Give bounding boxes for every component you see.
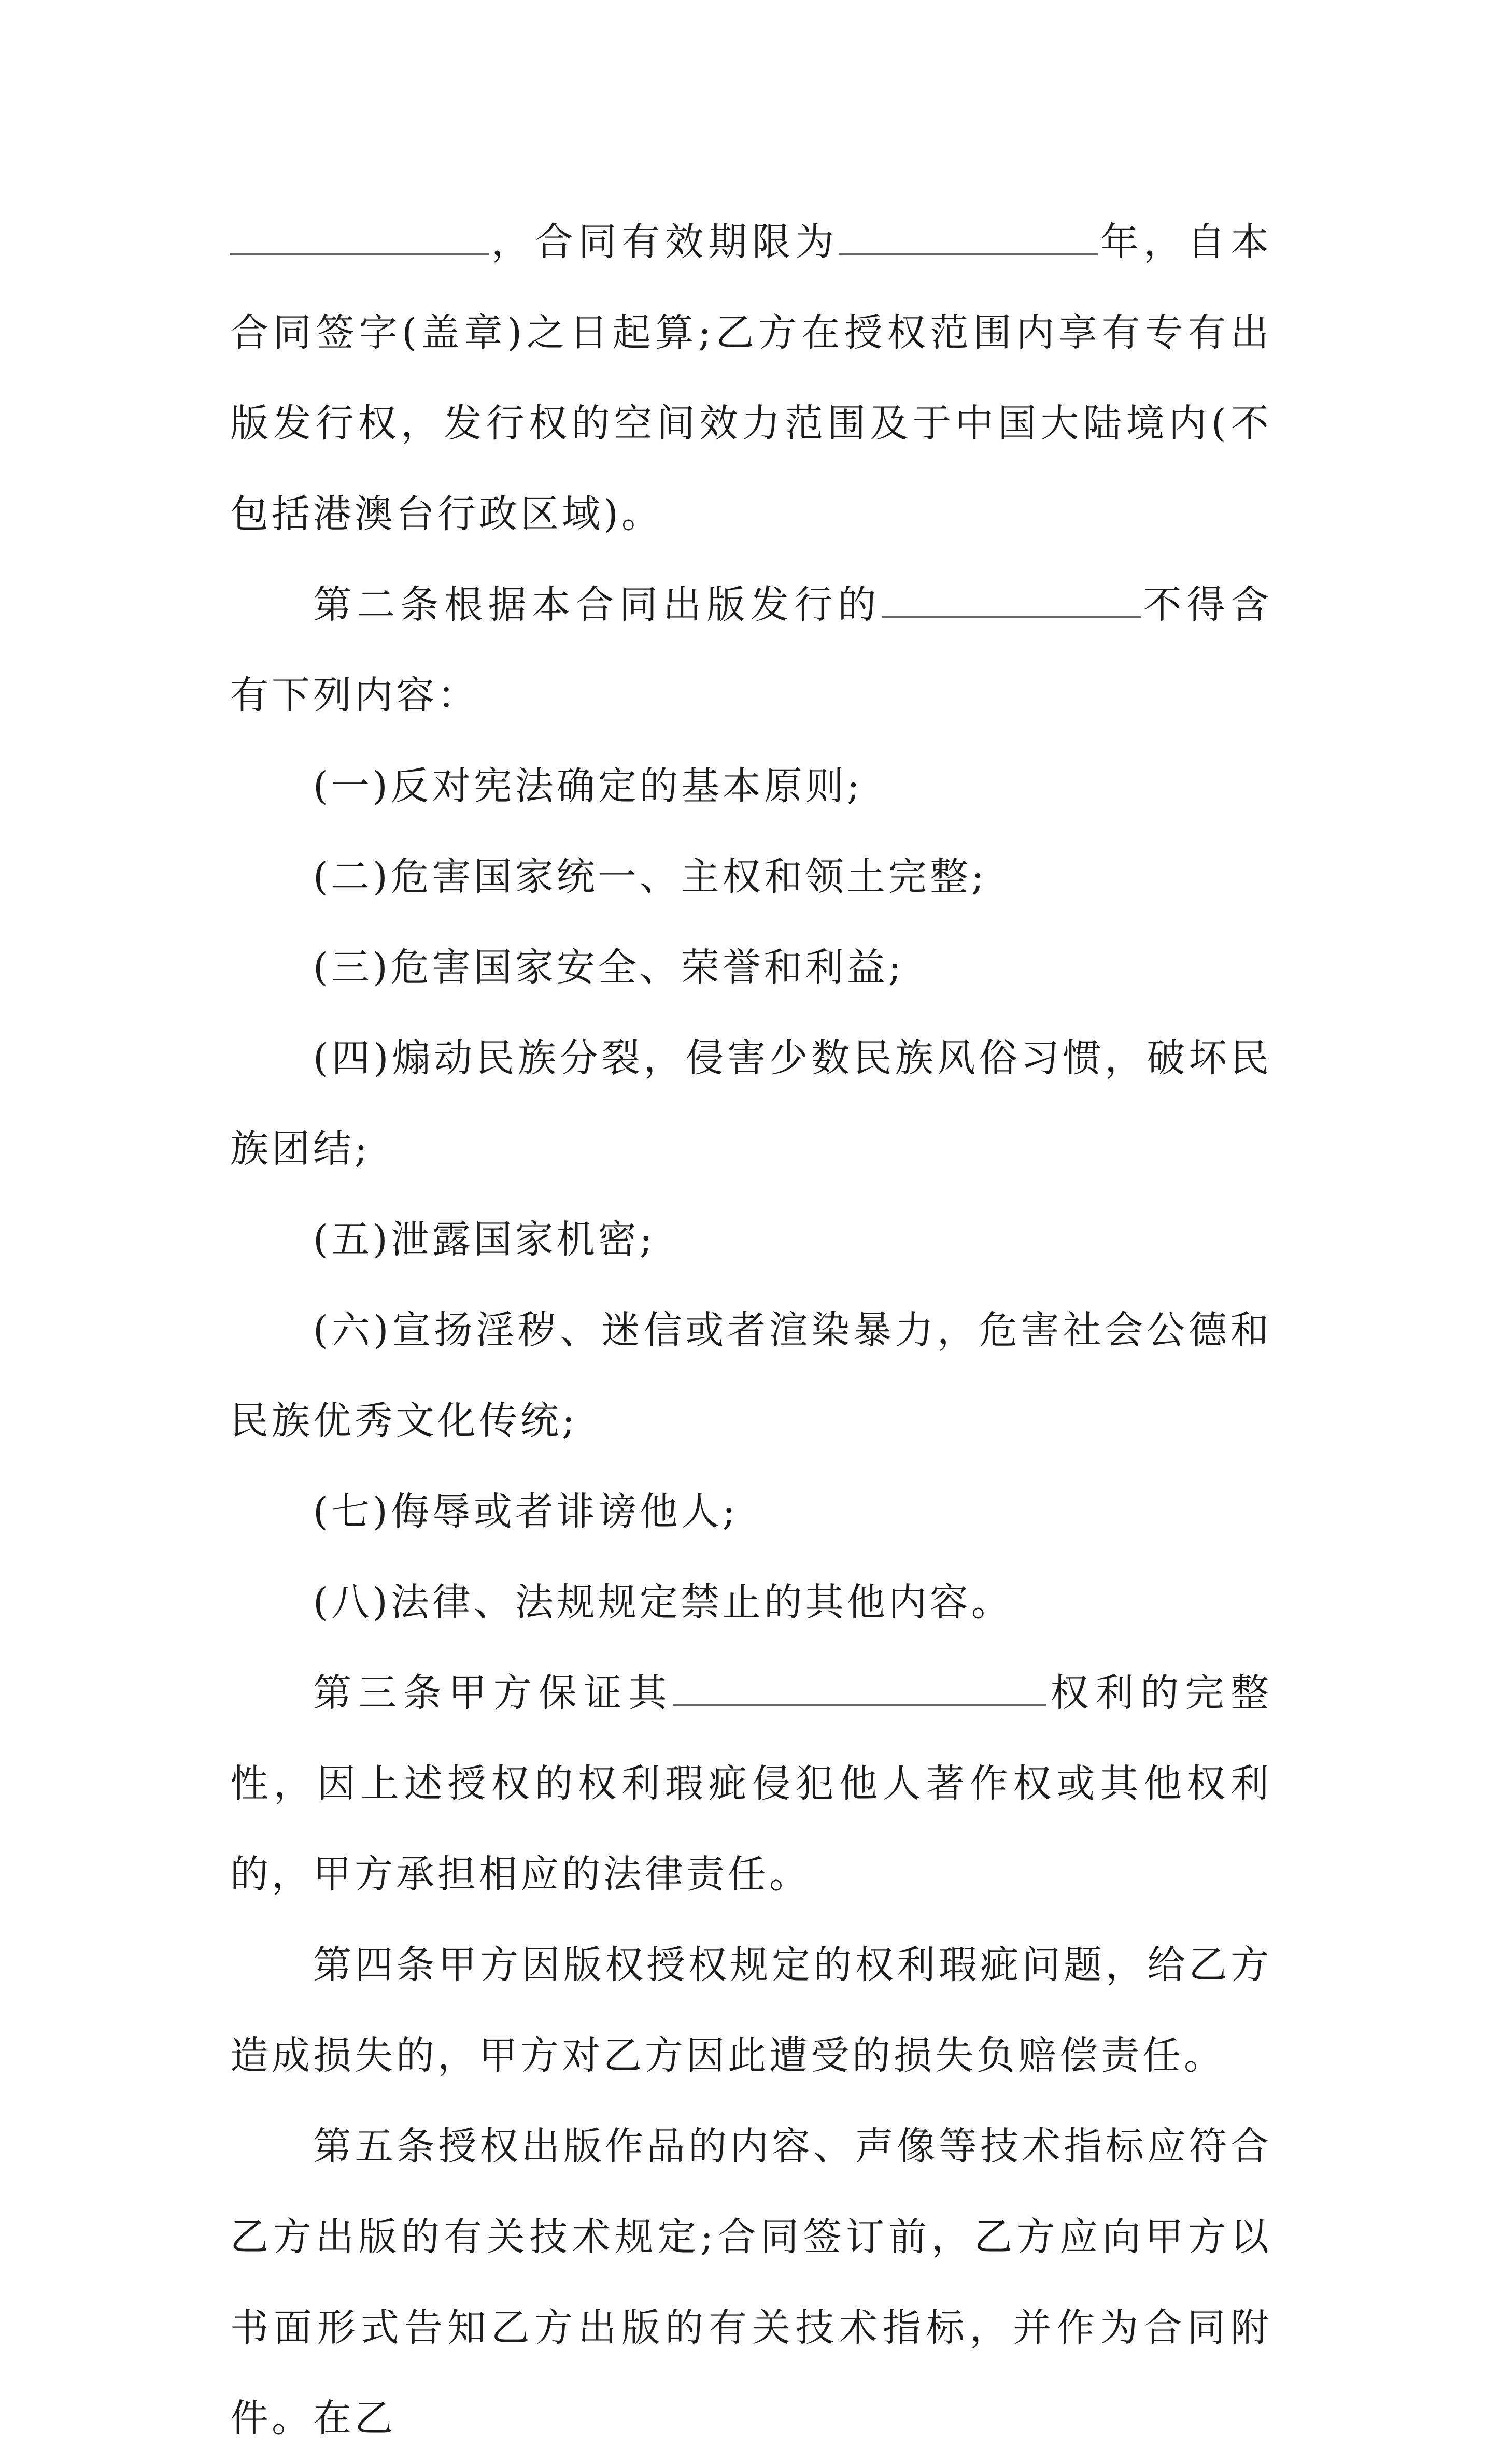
blank-field xyxy=(230,219,489,255)
paragraph-text: 第三条甲方保证其 xyxy=(313,1671,674,1715)
list-item: (一)反对宪法确定的基本原则; xyxy=(313,764,863,808)
list-item: (八)法律、法规规定禁止的其他内容。 xyxy=(313,1580,1013,1625)
list-item: (七)侮辱或者诽谤他人; xyxy=(313,1489,739,1534)
list-item: (三)危害国家安全、荣誉和利益; xyxy=(313,945,904,990)
list-item: (五)泄露国家机密; xyxy=(313,1217,656,1262)
article-4: 第四条甲方因版权授权规定的权利瑕疵问题，给乙方造成损失的，甲方对乙方因此遭受的损失负赔偿责任。 xyxy=(230,1943,1272,2078)
article-3 xyxy=(230,1648,1272,1920)
blank-field xyxy=(839,219,1098,255)
list-item: (四)煽动民族分裂，侵害少数民族风俗习惯，破坏民族团结; xyxy=(230,1036,1272,1171)
list-item: (六)宣扬淫秽、迷信或者渲染暴力，危害社会公德和民族优秀文化传统; xyxy=(230,1308,1272,1443)
paragraph-text: ，合同有效期限为 xyxy=(489,220,839,264)
paragraph-text: 年，自本合同签字(盖章)之日起算;乙方在授权范围内享有专有出版发行权，发行权的空间效力范围及于中国大陆境内(不包括港澳台行政区域)。 xyxy=(230,220,1272,536)
paragraph-text: 权利的完整性，因上述授权的权利瑕疵侵犯他人著作权或其他权利的，甲方承担相应的法律责任。 xyxy=(230,1671,1272,1897)
paragraph-text: 不得含有下列内容： xyxy=(230,582,1272,718)
blank-field xyxy=(882,582,1141,618)
list-item: (二)危害国家统一、主权和领土完整; xyxy=(313,854,987,899)
paragraph-validity-term xyxy=(230,197,1272,560)
article-2 xyxy=(230,560,1272,741)
article-5: 第五条授权出版作品的内容、声像等技术指标应符合乙方出版的有关技术规定;合同签订前，乙方应向甲方以书面形式告知乙方出版的有关技术指标，并作为合同附件。在乙 xyxy=(230,2124,1272,2441)
contract-body xyxy=(230,197,1272,2464)
blank-field xyxy=(673,1670,1046,1706)
paragraph-text: 第二条根据本合同出版发行的 xyxy=(313,582,882,627)
